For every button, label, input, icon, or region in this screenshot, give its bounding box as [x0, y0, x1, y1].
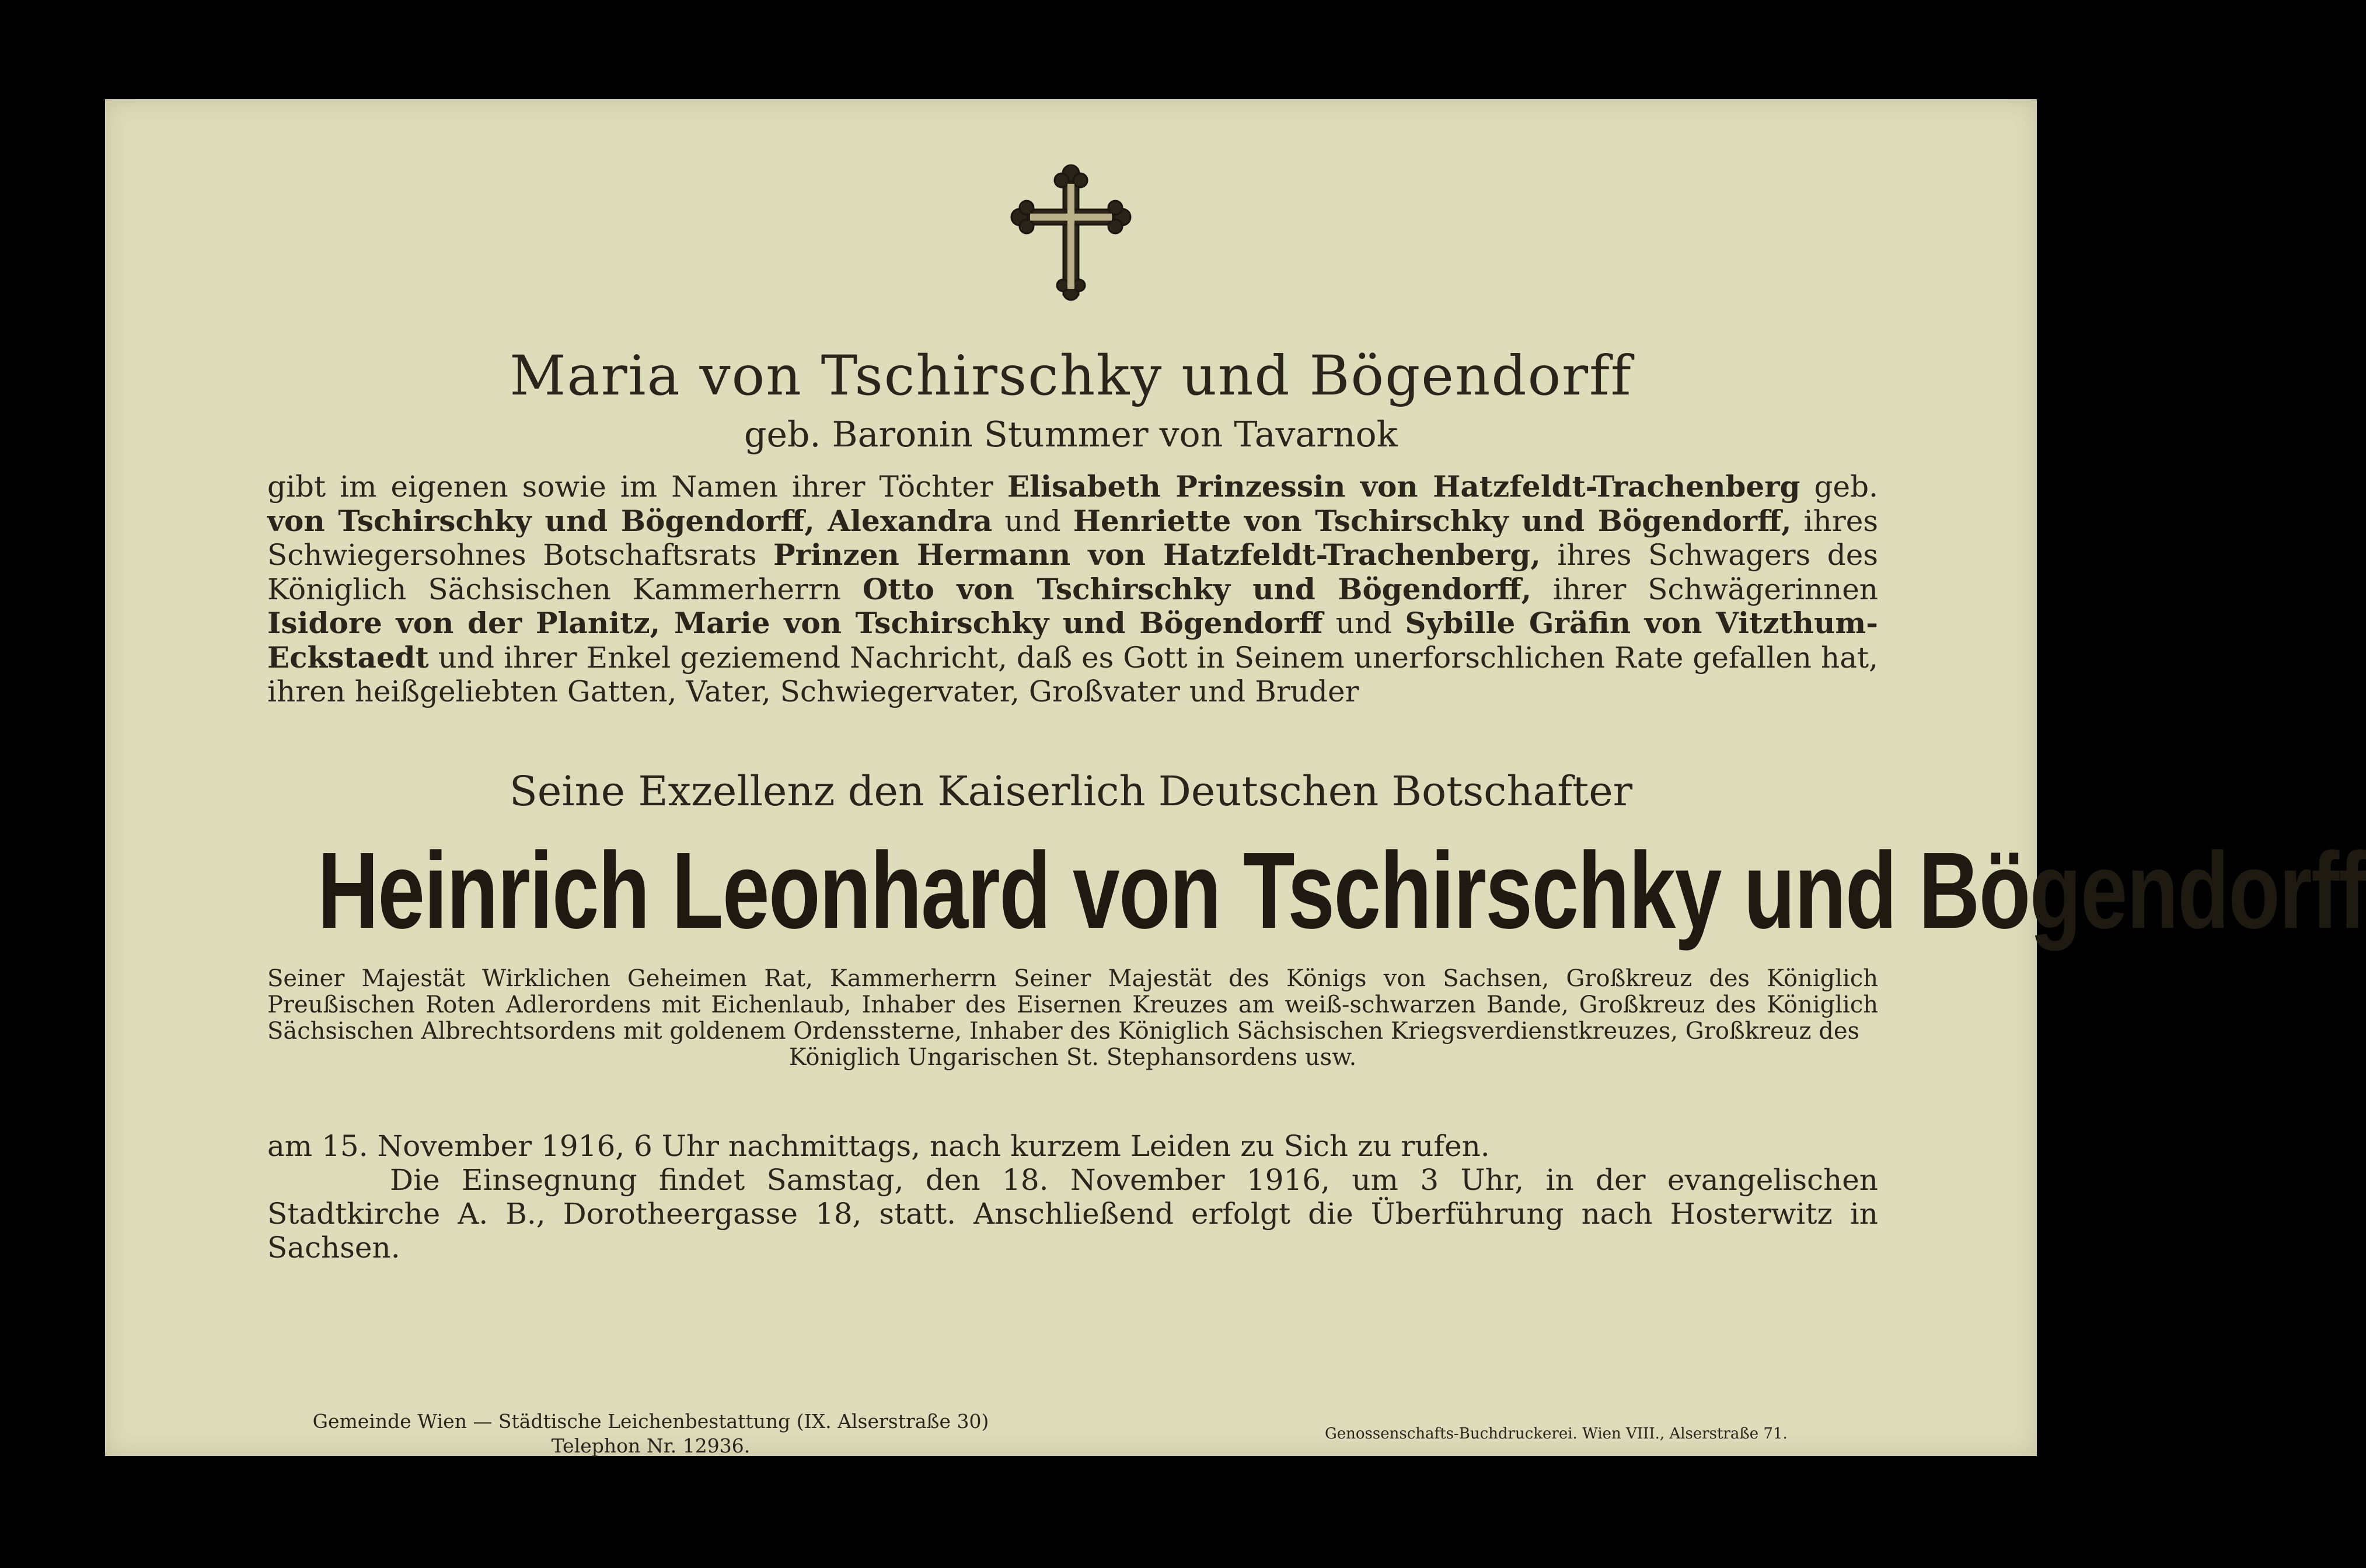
funeral-text: Die Einsegnung findet Samstag, den 18. November 1916, um 3 Uhr, in der evangelischen Stadtkirche A. B., Dorotheergasse 18, statt. Anschließend erfolgt die Überführung nach Hosterwitz in Sachsen. — [267, 1163, 1878, 1265]
budded-cross-icon — [1007, 160, 1135, 301]
family-name-run: Elisabeth Prinzessin von Hatzfeldt-Trachenberg — [1007, 469, 1800, 504]
funeral-paragraph — [267, 1129, 1878, 1265]
family-text-run: ihrer Schwägerinnen — [1531, 572, 1879, 606]
titles-last-line: Königlich Ungarischen St. Stephansordens usw. — [788, 1044, 1357, 1071]
family-text-run: ihres Schwagers des Königlich Sächsischen Kammerherrn — [267, 538, 1878, 606]
printer-imprint: Genossenschafts-Buchdruckerei. Wien VIII., Alserstraße 71. — [1325, 1425, 1788, 1443]
undertaker-imprint — [271, 1409, 1030, 1458]
family-name-run: Sybille Gräfin von Vitzthum-Eckstaedt — [267, 606, 1878, 675]
widow-birth-name: geb. Baronin Stummer von Tavarnok — [744, 414, 1398, 455]
family-text-run: geb. — [1800, 470, 1878, 504]
family-paragraph — [267, 470, 1878, 709]
titles-paragraph — [267, 966, 1878, 1071]
family-text-run: gibt im eigenen sowie im Namen ihrer Töchter — [267, 470, 1007, 504]
family-name-run: Prinzen Hermann von Hatzfeldt-Trachenberg, — [773, 537, 1541, 572]
family-text-run: ihres Schwiegersohnes Botschaftsrats — [267, 504, 1878, 572]
obituary-notice-sheet — [105, 99, 2366, 1457]
deceased-name: Heinrich Leonhard von Tschirschky und Bögendorff — [317, 830, 2366, 951]
family-text-run: und — [992, 504, 1073, 538]
rank-line: Seine Exzellenz den Kaiserlich Deutschen Botschafter — [509, 767, 1633, 815]
titles-text: Seiner Majestät Wirklichen Geheimen Rat, Kammerherrn Seiner Majestät des Königs von Sachsen, Großkreuz des Königlich Preußischen Roten Adlerordens mit Eichenlaub, Inhaber des Eisernen Kreuzes am weiß-schwarzen Bande, Großkreuz des Königlich Sächsischen Albrechtsordens mit goldenem Ordenssterne, Inhaber des Königlich Sächsischen Kriegsverdienstkreuzes, Großkreuz des — [267, 965, 1878, 1045]
widow-name: Maria von Tschirschky und Bögendorff — [510, 344, 1632, 408]
family-name-run: Otto von Tschirschky und Bögendorff, — [862, 571, 1532, 606]
undertaker-line: Gemeinde Wien — Städtische Leichenbestattung (IX. Alserstraße 30) — [312, 1410, 989, 1433]
family-name-run: von Tschirschky und Bögendorff, Alexandra — [267, 503, 993, 538]
family-name-run: Isidore von der Planitz, Marie von Tschirschky und Bögendorff — [267, 606, 1323, 640]
family-name-run: Henriette von Tschirschky und Bögendorff, — [1073, 503, 1792, 538]
death-line: am 15. November 1916, 6 Uhr nachmittags, nach kurzem Leiden zu Sich zu rufen. — [267, 1129, 1490, 1163]
family-text-run: und ihrer Enkel geziemend Nachricht, daß es Gott in Seinem unerforschlichen Rate gefallen hat, ihren heißgeliebten Gatten, Vater, Schwiegervater, Großvater und Bruder — [267, 640, 1878, 708]
telephone-line: Telephon Nr. 12936. — [551, 1434, 751, 1457]
family-text-run: und — [1322, 606, 1405, 640]
